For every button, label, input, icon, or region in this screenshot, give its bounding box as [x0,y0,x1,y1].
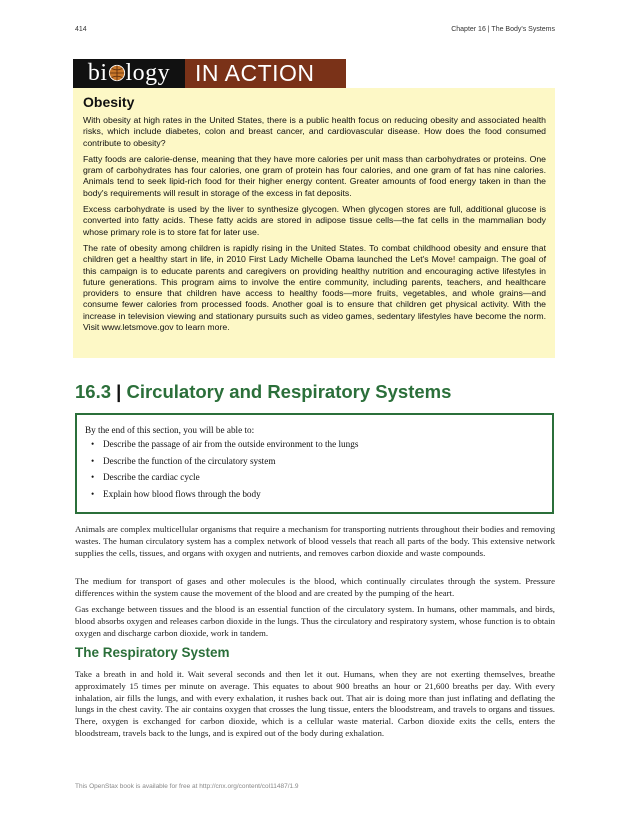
objectives-list [85,439,544,500]
body-paragraph-3: Gas exchange between tissues and the blood is an essential function of the circulatory system. In humans, other mammals, and birds, blood absorbs oxygen and releases carbon dioxide in the lungs. Thus the circulatory and respiratory system, whose function is to obtain oxygen and discharge carbon dioxide, work in tandem. [75,604,555,638]
objective-item: • Describe the cardiac cycle [91,472,200,483]
page-header [75,26,555,38]
objective-item: • Explain how blood flows through the body [91,488,261,499]
learning-objectives-box [75,413,554,514]
subsection-title: The Respiratory System [75,645,230,660]
body-paragraph-1: Animals are complex multicellular organisms that require a mechanism for transporting nutrients throughout their bodies and removing wastes. The human circulatory system has a complex network of blood vessels that reach all parts of the body. This extensive network supplies the cells, tissues, and organs with oxygen and nutrients, and removes carbon dioxide and waste compounds. [75,524,555,558]
feature-title: Obesity [83,94,135,110]
page-number: 414 [75,26,87,33]
feature-paragraph: Fatty foods are calorie-dense, meaning that they have more calories per unit mass than carbohydrates or proteins. One gram of carbohydrates has four calories, one gram of protein has four calories, and one gram of fat has nine calories. Animals tend to seek lipid-rich food for their higher energy content. Greater amounts of food energy taken in than the body's requirements will result in storage of the excess in fat deposits. [83,153,546,198]
section-title: 16.3 | Circulatory and Respiratory Systems [75,381,452,402]
globe-icon [108,64,126,82]
objective-item: • Describe the passage of air from the outside environment to the lungs [91,439,359,449]
biology-logo: bi logy [73,59,185,88]
objectives-intro: By the end of this section, you will be able to: [85,425,255,435]
body-paragraph-2: The medium for transport of gases and other molecules is the blood, which continually circulates through the system. Pressure differences within the system cause the movement of the blood and are created by the pumping of the heart. [75,576,555,598]
biology-in-action-banner [73,59,346,88]
objective-item: • Describe the function of the circulatory system [91,455,276,466]
in-action-label: IN ACTION [185,59,346,88]
obesity-feature-box [73,88,555,358]
chapter-title: Chapter 16 | The Body's Systems [451,26,555,33]
feature-paragraph: The rate of obesity among children is rapidly rising in the United States. To combat childhood obesity and ensure that children get a healthy start in life, in 2010 First Lady Michelle Obama launched the Let's Move! campaign. The goal of this campaign is to educate parents and caregivers on providing healthy nutrition and encouraging active lifestyles in future generations. This program aims to involve the entire community, including parents, teachers, and healthcare providers to ensure that children have access to healthy foods—more fruits, vegetables, and whole grains—and consume fewer calories from processed foods. Another goal is to ensure that children get physical activity. With the increase in television viewing and stationary pursuits such as video games, sedentary lifestyles have become the norm. Visit www.letsmove.gov to learn more. [83,242,546,333]
feature-paragraph: With obesity at high rates in the United States, there is a public health focus on reducing obesity and associated health risks, which include diabetes, colon and breast cancer, and cardiovascular disease. How does the food consumed contribute to obesity? [83,115,546,148]
feature-paragraph: Excess carbohydrate is used by the liver to synthesize glycogen. When glycogen stores are full, additional glucose is converted into fatty acids. These fatty acids are stored in adipose tissue cells—the fat cells in the mammalian body whose primary role is to store fat for later use. [83,204,546,237]
page-footer: This OpenStax book is available for free at http://cnx.org/content/col11487/1.9 [75,783,299,790]
respiratory-paragraph: Take a breath in and hold it. Wait several seconds and then let it out. Humans, when they are not exerting themselves, breathe approximately 15 times per minute on average. This equates to about 900 breaths an hour or 21,600 breaths per day. With every inhalation, air fills the lungs, and with every exhalation, it rushes back out. That air is doing more than just inflating and deflating the lungs in the chest cavity. The air contains oxygen that crosses the lung tissue, enters the bloodstream, and travels to organs and tissues. There, oxygen is exchanged for carbon dioxide, which is a cellular waste material. Carbon dioxide exits the cells, enters the bloodstream, travels back to the lungs, and is expired out of the body during exhalation. [75,669,555,738]
